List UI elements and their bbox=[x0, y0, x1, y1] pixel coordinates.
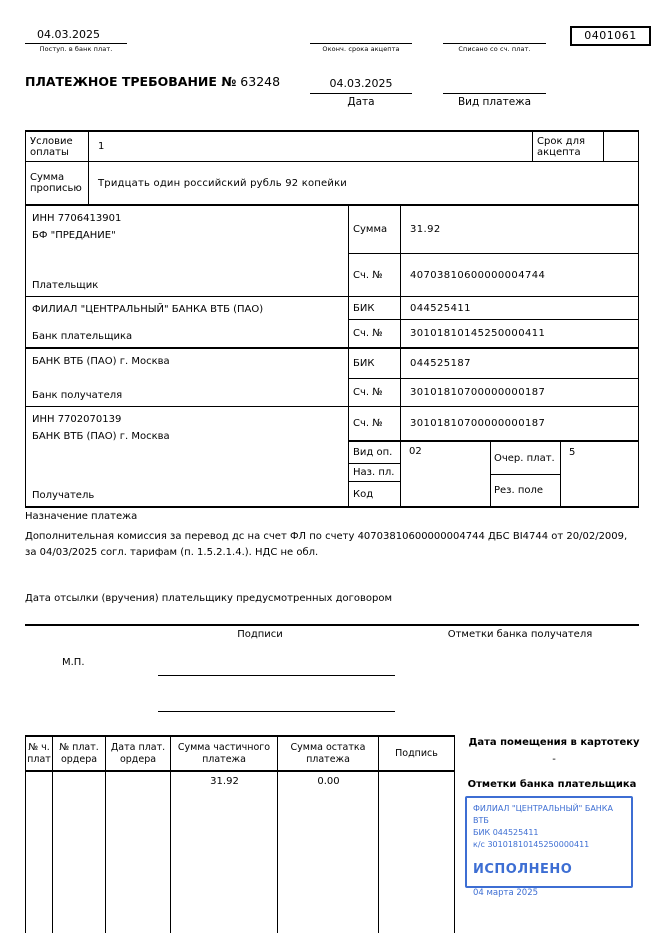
reserve-field-cell: Рез. поле bbox=[491, 475, 561, 506]
accept-end-line bbox=[310, 43, 412, 44]
payer-bank-marks-title: Отметки банка плательщика bbox=[467, 779, 637, 790]
received-date-caption: Поступ. в банк плат. bbox=[39, 45, 113, 53]
table-column-line bbox=[277, 772, 278, 933]
payee-bank-block bbox=[26, 349, 349, 407]
table-column-line bbox=[378, 772, 379, 933]
payer-inn: ИНН 7706413901 bbox=[32, 213, 122, 224]
bank-execution-stamp bbox=[465, 796, 633, 898]
payee-account-value-cell: 30101810700000000187 bbox=[401, 407, 638, 442]
purpose-label: Назначение платежа bbox=[25, 511, 138, 522]
payer-bank-name: ФИЛИАЛ "ЦЕНТРАЛЬНЫЙ" БАНКА ВТБ (ПАО) bbox=[32, 304, 264, 315]
priority-label-cell: Очер. плат. bbox=[491, 442, 561, 475]
payee-details bbox=[32, 411, 344, 445]
accept-term-value-cell bbox=[604, 132, 638, 162]
payer-bank-bik-value-cell: 044525411 bbox=[401, 297, 638, 320]
table-column-line bbox=[170, 772, 171, 933]
card-file-title: Дата помещения в картотеку bbox=[468, 737, 640, 748]
card-file-value: - bbox=[552, 754, 556, 765]
payer-bank-bik-label-cell: БИК bbox=[349, 297, 401, 320]
accept-term-label-cell: Срок для акцепта bbox=[533, 132, 604, 162]
document-number: 63248 bbox=[240, 74, 281, 89]
date-line bbox=[310, 93, 412, 94]
signature-line-1 bbox=[158, 675, 395, 676]
send-date-caption: Дата отсылки (вручения) плательщику предусмотренных договором bbox=[25, 593, 392, 604]
table-column-line bbox=[52, 772, 53, 933]
document-date: 04.03.2025 bbox=[329, 77, 393, 90]
signature-line-2 bbox=[158, 711, 395, 712]
payer-details bbox=[32, 210, 344, 244]
payer-bank-account-label-cell: Сч. № bbox=[349, 320, 401, 349]
purpose-code-label-cell: Наз. пл. bbox=[349, 464, 401, 482]
payee-account-label-cell: Сч. № bbox=[349, 407, 401, 442]
stamp-corr-account: к/с 30101810145250000411 bbox=[473, 840, 590, 849]
op-kind-value-cell: 02 bbox=[401, 442, 491, 506]
payment-kind-line bbox=[443, 93, 546, 94]
payee-bank-marks-label: Отметки банка получателя bbox=[447, 629, 593, 640]
col-header-order-date: Дата плат. ордера bbox=[106, 737, 171, 772]
amount-words-label-cell: Сумма прописью bbox=[26, 162, 89, 206]
document-title bbox=[25, 74, 280, 89]
stamp-place-label: М.П. bbox=[62, 657, 85, 668]
stamp-bik: БИК 044525411 bbox=[473, 828, 539, 837]
op-kind-label-cell: Вид оп. bbox=[349, 442, 401, 464]
stamp-date: 04 марта 2025 bbox=[473, 887, 539, 898]
payer-label: Плательщик bbox=[32, 280, 99, 291]
payee-inn: ИНН 7702070139 bbox=[32, 414, 122, 425]
col-header-order-number: № плат. ордера bbox=[53, 737, 106, 772]
priority-value-cell: 5 bbox=[569, 447, 576, 458]
col-header-part-number: № ч. плат bbox=[26, 737, 53, 772]
payment-kind-caption: Вид платежа bbox=[457, 96, 532, 108]
payer-bank-account-value-cell: 30101810145250000411 bbox=[401, 320, 638, 349]
form-code-box: 0401061 bbox=[570, 26, 651, 46]
payer-bank-label: Банк плательщика bbox=[32, 331, 133, 342]
debited-line bbox=[443, 43, 546, 44]
date-caption: Дата bbox=[347, 96, 375, 108]
payee-bank-bik-value-cell: 044525187 bbox=[401, 349, 638, 379]
amount-words-value-cell: Тридцать один российский рубль 92 копейки bbox=[89, 162, 638, 206]
col-header-signature: Подпись bbox=[379, 737, 454, 772]
debited-caption: Списано со сч. плат. bbox=[458, 45, 531, 53]
payer-account-value-cell: 40703810600000004744 bbox=[401, 254, 638, 297]
payee-bank-bik-label-cell: БИК bbox=[349, 349, 401, 379]
stamp-status: ИСПОЛНЕНО bbox=[473, 862, 573, 877]
purpose-text: Дополнительная комиссия за перевод дс на счет ФЛ по счету 40703810600000004744 ДБС BI4744 от 20/02/2009, за 04/03/2025 согл. тарифам (п. 1.5.2.1.4.). НДС не обл. bbox=[25, 531, 628, 558]
amount-value-cell: 31.92 bbox=[401, 206, 638, 254]
payee-bank-account-label-cell: Сч. № bbox=[349, 379, 401, 407]
condition-value-cell: 1 bbox=[89, 132, 533, 162]
payer-bank-block bbox=[26, 297, 349, 349]
stamp-bank-name: ФИЛИАЛ "ЦЕНТРАЛЬНЫЙ" БАНКА ВТБ bbox=[473, 804, 613, 825]
received-date-line bbox=[25, 43, 127, 44]
amount-label-cell: Сумма bbox=[349, 206, 401, 254]
received-date: 04.03.2025 bbox=[37, 28, 100, 41]
signatures-label: Подписи bbox=[237, 629, 283, 640]
payer-name: БФ "ПРЕДАНИЕ" bbox=[32, 230, 116, 241]
main-table bbox=[25, 130, 639, 508]
payee-block bbox=[26, 407, 349, 506]
payee-bank-label: Банк получателя bbox=[32, 390, 123, 401]
code-label-cell: Код bbox=[349, 482, 401, 506]
signatures-separator-line bbox=[25, 624, 639, 626]
partial-amount-value: 31.92 bbox=[210, 776, 239, 787]
col-header-rest-amount: Сумма остатка платежа bbox=[278, 737, 379, 772]
payee-bank-account-value-cell: 30101810700000000187 bbox=[401, 379, 638, 407]
payee-bank-name: БАНК ВТБ (ПАО) г. Москва bbox=[32, 356, 170, 367]
payer-block bbox=[26, 206, 349, 297]
document-title-text: ПЛАТЕЖНОЕ ТРЕБОВАНИЕ № bbox=[25, 74, 237, 89]
partial-payments-table bbox=[25, 735, 455, 933]
accept-end-caption: Оконч. срока акцепта bbox=[322, 45, 400, 53]
condition-label-cell: Условие оплаты bbox=[26, 132, 89, 162]
payee-name: БАНК ВТБ (ПАО) г. Москва bbox=[32, 431, 170, 442]
col-header-partial-amount: Сумма частичного платежа bbox=[171, 737, 278, 772]
rest-amount-value: 0.00 bbox=[317, 776, 340, 787]
payer-account-label-cell: Сч. № bbox=[349, 254, 401, 297]
table-column-line bbox=[105, 772, 106, 933]
payee-label: Получатель bbox=[32, 490, 95, 501]
